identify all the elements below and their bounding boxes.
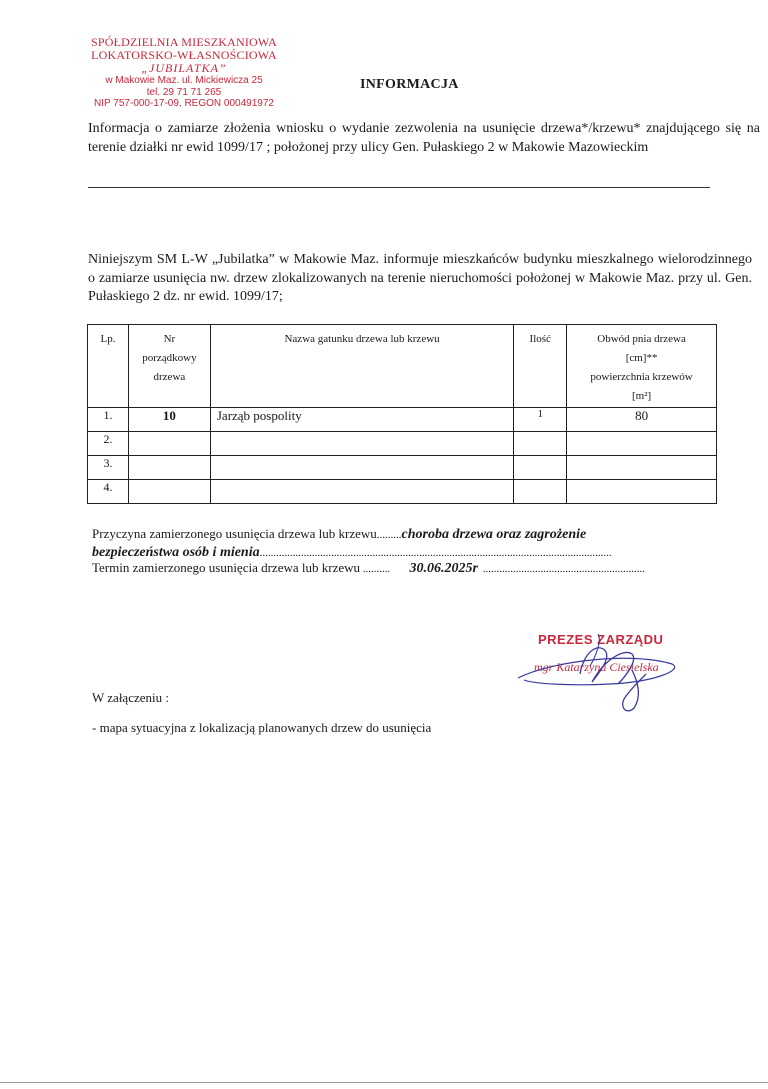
intro-paragraph: Informacja o zamiarze złożenia wniosku o wydanie zezwolenia na usunięcie drzewa*/krzewu* znajdującego się na terenie działki nr ewid 1099/17 ; położonej przy ulicy Gen. Pułaskiego 2 w Makowie Mazowieckim xyxy=(88,121,760,155)
cell-circ xyxy=(567,432,717,456)
header-nr-line: Nr xyxy=(163,333,176,345)
deadline-value: 30.06.2025r xyxy=(409,561,478,576)
stamp-line-phone: tel. 29 71 71 265 xyxy=(146,86,222,98)
cell-lp: 4. xyxy=(88,480,129,504)
trees-table xyxy=(87,324,717,504)
cell-nr xyxy=(128,480,210,504)
attachments-label: W załączeniu : xyxy=(92,690,169,705)
header-circ xyxy=(567,325,717,408)
header-name xyxy=(210,325,513,408)
cell-lp: 1. xyxy=(88,408,129,432)
header-nr xyxy=(128,325,210,408)
header-qty-label: Ilość xyxy=(529,333,551,345)
signature-name: mgr Katarzyna Ciesielska xyxy=(534,660,659,674)
cell-qty: 1 xyxy=(514,408,567,432)
cell-name xyxy=(210,456,513,480)
cell-circ xyxy=(567,456,717,480)
leader-dots: .......... xyxy=(360,563,391,575)
header-qty xyxy=(514,325,567,408)
table-row xyxy=(88,456,717,480)
header-nr-line: drzewa xyxy=(153,371,186,383)
table-header-row xyxy=(88,325,717,408)
intro-underline xyxy=(88,187,710,188)
stamp-line-brand: „JUBILATKA” xyxy=(141,61,227,75)
reason-line-2 xyxy=(92,544,720,561)
cell-nr xyxy=(128,456,210,480)
deadline-line xyxy=(92,560,720,577)
signature-title: PREZES ZARZĄDU xyxy=(538,632,664,647)
page-title: INFORMACJA xyxy=(360,77,459,92)
stamp-line-name: SPÓŁDZIELNIA MIESZKANIOWA xyxy=(91,35,277,49)
header-circ-line: powierzchnia krzewów xyxy=(590,371,693,383)
reason-line-1 xyxy=(92,526,586,543)
header-lp xyxy=(88,325,129,408)
header-circ-line: [cm]** xyxy=(625,352,658,364)
organization-stamp xyxy=(72,36,296,110)
cell-circ: 80 xyxy=(567,408,717,432)
leader-dots: ........................................................... xyxy=(479,563,645,575)
cell-nr: 10 xyxy=(128,408,210,432)
stamp-line-type: LOKATORSKO-WŁASNOŚCIOWA xyxy=(91,48,277,62)
cell-qty xyxy=(514,432,567,456)
cell-nr xyxy=(128,432,210,456)
table-row xyxy=(88,480,717,504)
cell-name xyxy=(210,432,513,456)
reason-value-1: choroba drzewa oraz zagrożenie xyxy=(401,527,587,542)
reason-value-2: bezpieczeństwa osób i mienia xyxy=(92,545,260,560)
signature-block xyxy=(514,630,694,720)
page-bottom-edge xyxy=(0,1082,768,1083)
cell-qty xyxy=(514,456,567,480)
header-lp-label: Lp. xyxy=(100,333,116,345)
cell-lp: 3. xyxy=(88,456,129,480)
header-name-label: Nazwa gatunku drzewa lub krzewu xyxy=(284,333,440,345)
leader-dots: ................................................................................................................................ xyxy=(259,547,612,559)
cell-qty xyxy=(514,480,567,504)
cell-name: Jarząb pospolity xyxy=(210,408,513,432)
cell-name xyxy=(210,480,513,504)
header-circ-line: [m²] xyxy=(632,390,652,402)
attachments-item: - mapa sytuacyjna z lokalizacją planowanych drzew do usunięcia xyxy=(92,720,432,735)
body-paragraph: Niniejszym SM L-W „Jubilatka” w Makowie Maz. informuje mieszkańców budynku mieszkalnego wielorodzinnego o zamiarze usunięcia nw. drzew zlokalizowanych na terenie nieruchomości położonej w Makowie Maz. przy ul. Gen. Pułaskiego 2 dz. nr ewid. 1099/17; xyxy=(88,252,752,304)
table-row xyxy=(88,432,717,456)
handwritten-signature-icon xyxy=(514,630,694,720)
leader-dots: ......... xyxy=(376,529,402,541)
deadline-label: Termin zamierzonego usunięcia drzewa lub krzewu xyxy=(92,560,360,575)
header-nr-line: porządkowy xyxy=(142,352,197,364)
cell-lp: 2. xyxy=(88,432,129,456)
cell-circ xyxy=(567,480,717,504)
header-circ-line: Obwód pnia drzewa xyxy=(597,333,686,345)
reason-label: Przyczyna zamierzonego usunięcia drzewa lub krzewu xyxy=(92,526,377,541)
stamp-line-ids: NIP 757-000-17-09, REGON 000491972 xyxy=(94,98,274,109)
table-row xyxy=(88,408,717,432)
stamp-line-address: w Makowie Maz. ul. Mickiewicza 25 xyxy=(105,75,263,86)
